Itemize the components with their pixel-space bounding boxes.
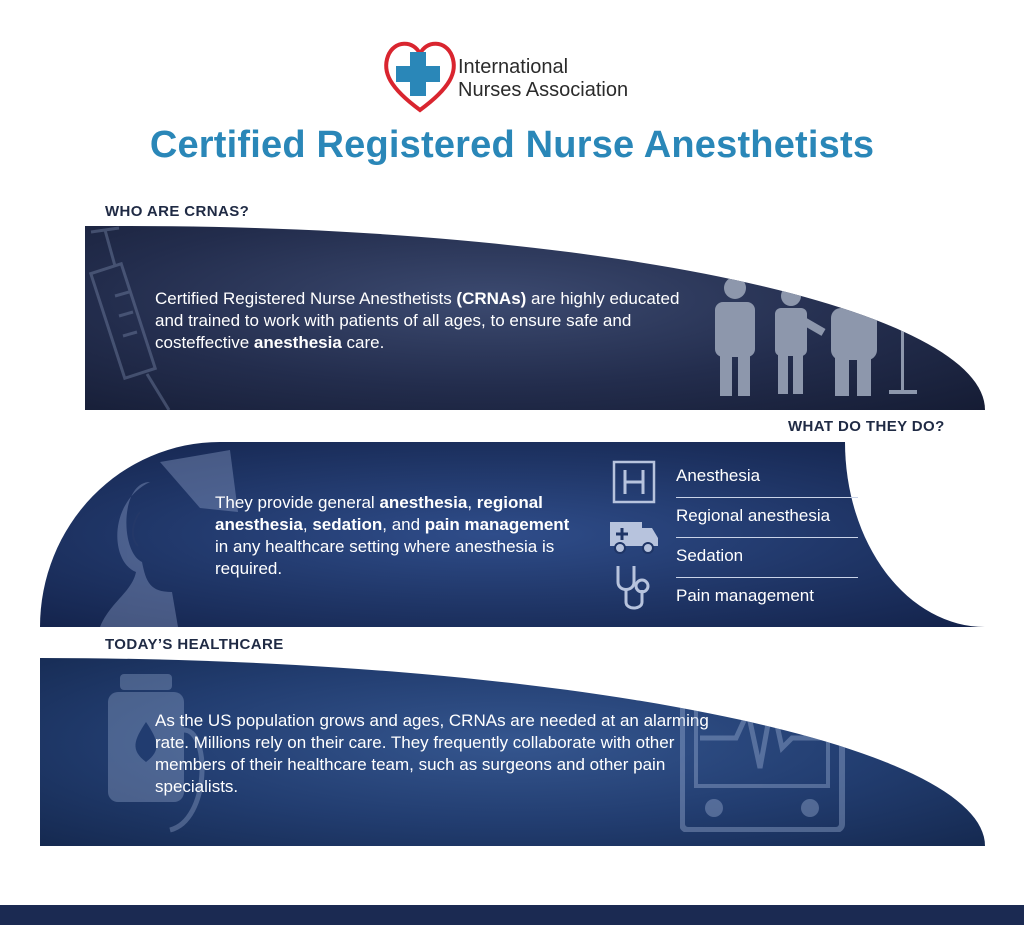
footer-bar: [0, 905, 1024, 925]
banner-today: [40, 658, 985, 846]
stethoscope-icon: [610, 562, 656, 614]
list-item: Anesthesia: [676, 458, 858, 498]
section-label-what: WHAT DO THEY DO?: [788, 418, 945, 435]
logo-line-1: International: [458, 56, 569, 78]
heart-cross-icon: [380, 36, 460, 116]
services-list: [676, 458, 858, 618]
today-text: As the US population grows and ages, CRNAs are needed at an alarming rate. Millions rely on their care. They frequently collaborate with other members of their healthcare team, such as surgeons and other pain specialists.: [155, 711, 709, 796]
list-item: Pain management: [676, 586, 814, 605]
logo-line-2: Nurses Association: [458, 79, 629, 101]
logo: [380, 36, 650, 116]
hospital-icon: [612, 460, 656, 504]
ambulance-icon: [608, 516, 660, 556]
page-title: Certified Registered Nurse Anesthetists: [149, 124, 875, 166]
heart-monitor-icon: [680, 672, 850, 832]
banner-curve: [845, 442, 985, 627]
patients-icon: [705, 276, 935, 406]
banner-who: [85, 226, 985, 410]
section-label-who: WHO ARE CRNAS?: [105, 203, 250, 220]
list-item: Sedation: [676, 538, 858, 578]
who-text: Certified Registered Nurse Anesthetists (CRNAs) are highly educated and trained to work with patients of all ages, to ensure safe and costeffective anesthesia care.: [155, 289, 680, 352]
what-text: They provide general anesthesia, regional anesthesia, sedation, and pain management in any healthcare setting where anesthesia is required.: [215, 493, 570, 578]
logo-text: [458, 56, 628, 102]
section-label-today: TODAY’S HEALTHCARE: [105, 636, 284, 653]
list-item: Regional anesthesia: [676, 498, 858, 538]
